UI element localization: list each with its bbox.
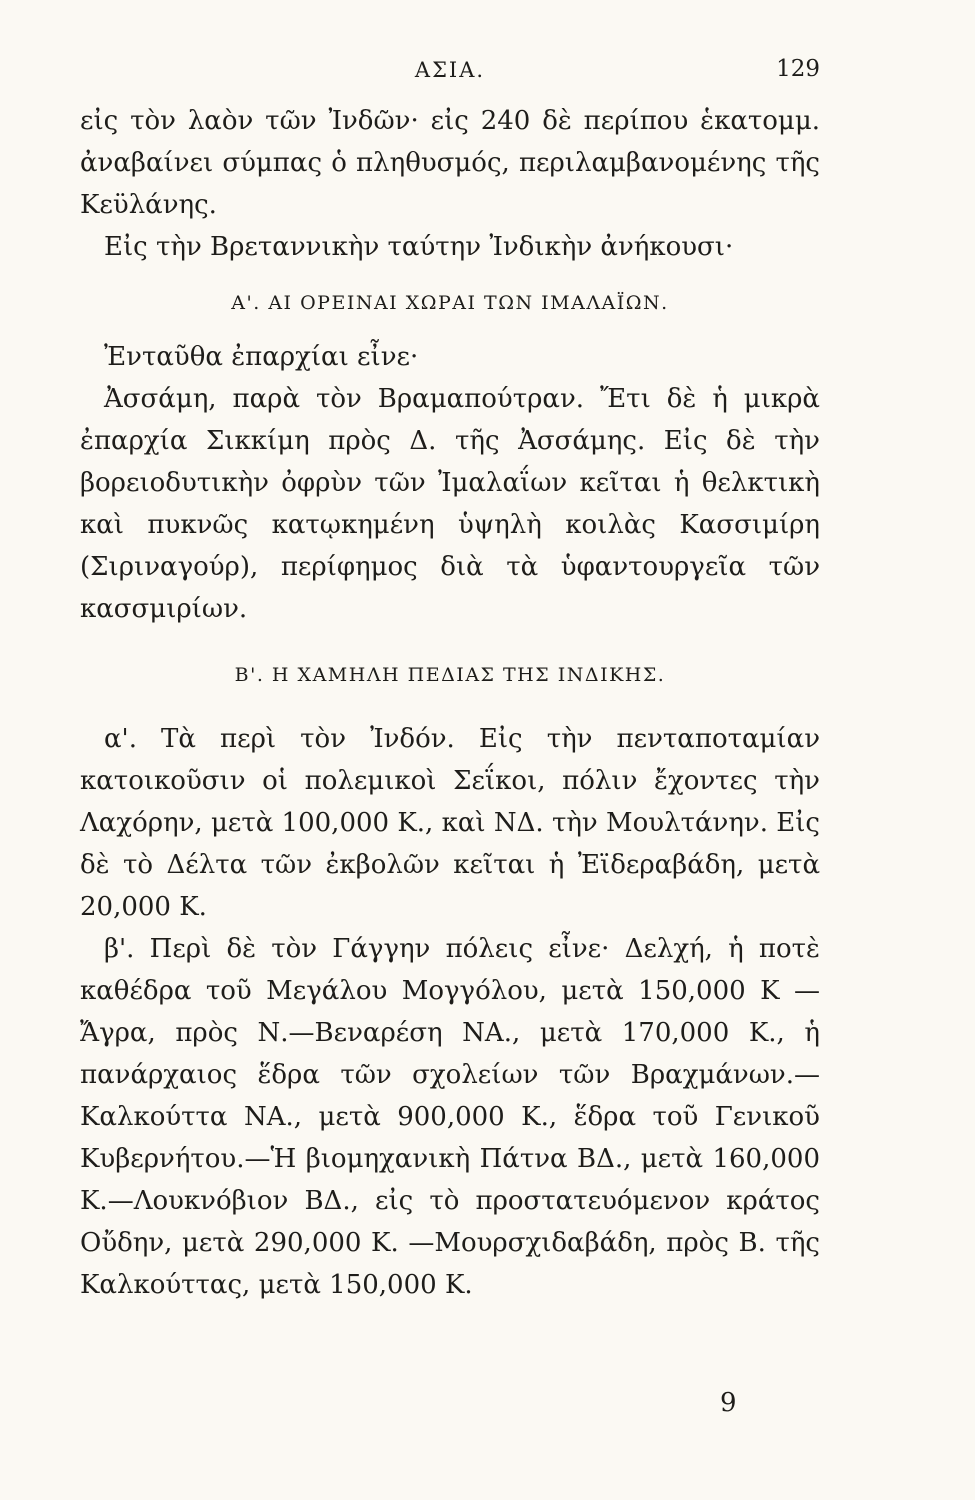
running-head-title: ΑΣΙΑ. [414,58,486,82]
paragraph: β'. Περὶ δὲ τὸν Γάγγην πόλεις εἶνε· Δελχή, ἡ ποτὲ καθέδρα τοῦ Μεγάλου Μογγόλου, μετὰ 150,000 Κ — Ἄγρα, πρὸς Ν.—Βεναρέση ΝΑ., μετὰ 170,000 Κ., ἡ πανάρχαιος ἕδρα τῶν σχολείων τῶν Βραχμάνων.—Καλκούττα ΝΑ., μετὰ 900,000 Κ., ἕδρα τοῦ Γενικοῦ Κυβερνήτου.—Ἡ βιομηχανικὴ Πάτνα ΒΔ., μετὰ 160,000 Κ.—Λουκνόβιον ΒΔ., εἰς τὸ προστατευόμενον κράτος Οὔδην, μετὰ 290,000 Κ. —Μουρσχιδαβάδη, πρὸς Β. τῆς Καλκούττας, μετὰ 150,000 Κ. [80,934,820,1300]
paragraph: Ἀσσάμη, παρὰ τὸν Βραμαπούτραν. Ἔτι δὲ ἡ μικρὰ ἐπαρχία Σικκίμη πρὸς Δ. τῆς Ἀσσάμης. Εἰς δὲ τὴν βορειοδυτικὴν ὀφρὺν τῶν Ἰμαλαΐων κεῖται ἡ θελκτικὴ καὶ πυκνῶς κατῳκημένη ὑψηλὴ κοιλὰς Κασσιμίρη (Σιριναγούρ), περίφημος διὰ τὰ ὑφαντουργεῖα τῶν κασσμιρίων. [80,384,820,624]
paragraph: Εἰς τὴν Βρεταννικὴν ταύτην Ἰνδικὴν ἀνήκουσι· [104,232,734,262]
running-head [80,52,820,88]
body-text [80,100,820,1306]
paragraph: Ἐνταῦθα ἐπαρχίαι εἶνε· [104,342,419,372]
section-heading: Β'. Η ΧΑΜΗΛΗ ΠΕΔΙΑΣ ΤΗΣ ΙΝΔΙΚΗΣ. [234,664,666,686]
signature-mark: 9 [720,1388,737,1418]
section-heading: Α'. ΑΙ ΟΡΕΙΝΑΙ ΧΩΡΑΙ ΤΩΝ ΙΜΑΛΑΪΩΝ. [231,292,669,314]
paragraph: εἰς τὸν λαὸν τῶν Ἰνδῶν· εἰς 240 δὲ περίπου ἑκατομμ. ἀναβαίνει σύμπας ὁ πληθυσμός, περιλαμβανομένης τῆς Κεϋλάνης. [80,106,820,220]
paragraph: α'. Τὰ περὶ τὸν Ἰνδόν. Εἰς τὴν πενταποταμίαν κατοικοῦσιν οἱ πολεμικοὶ Σεΐκοι, πόλιν ἔχοντες τὴν Λαχόρην, μετὰ 100,000 Κ., καὶ ΝΔ. τὴν Μουλτάνην. Εἰς δὲ τὸ Δέλτα τῶν ἐκβολῶν κεῖται ἡ Ἐϊδεραβάδη, μετὰ 20,000 Κ. [80,724,820,922]
page-number: 129 [776,56,820,82]
